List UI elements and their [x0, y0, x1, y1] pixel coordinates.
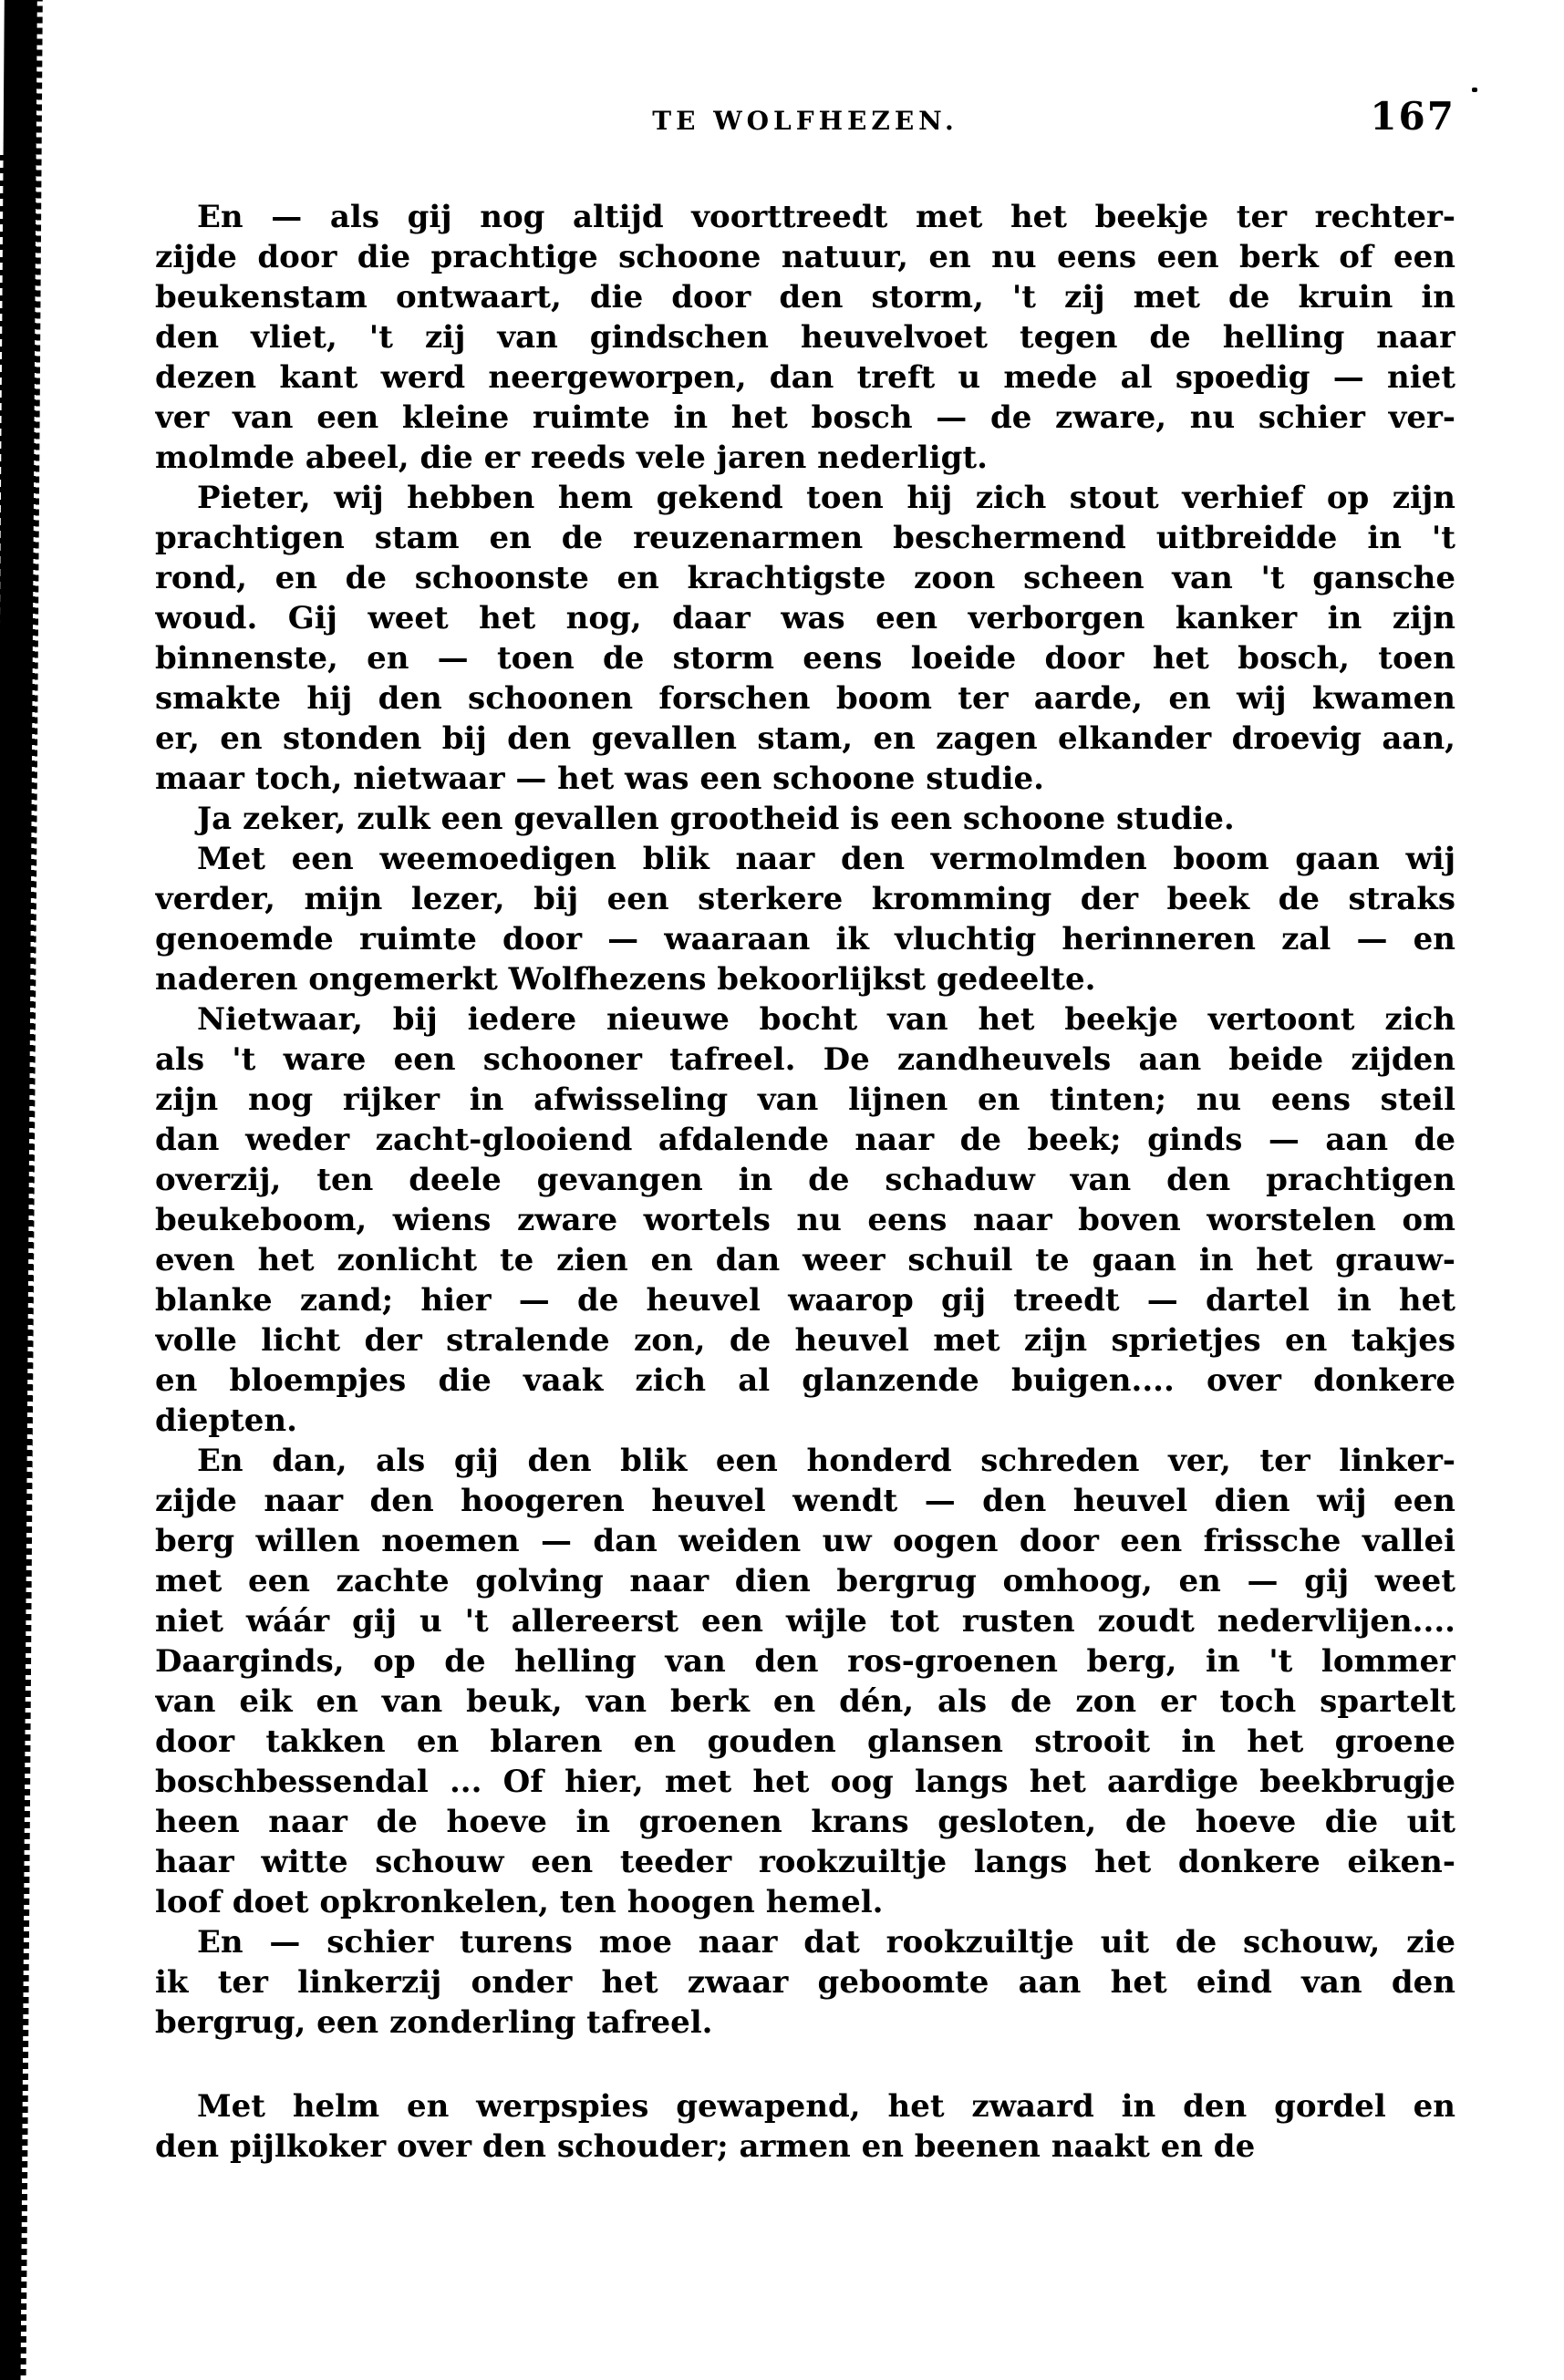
- text-line: even het zonlicht te zien en dan weer schuil te gaan in het grauw-: [155, 1242, 1455, 1278]
- paragraph: [155, 1441, 1455, 1922]
- text-line: prachtigen stam en de reuzenarmen beschermend uitbreidde in 't: [155, 520, 1455, 556]
- paragraph: [155, 197, 1455, 478]
- text-line: boschbessendal ... Of hier, met het oog langs het aardige beekbrugje: [155, 1764, 1455, 1800]
- text-line: dezen kant werd neergeworpen, dan treft u mede al spoedig — niet: [155, 359, 1455, 396]
- text-line: verder, mijn lezer, bij een sterkere kromming der beek de straks: [155, 881, 1455, 917]
- page-text-body: [155, 197, 1455, 2167]
- text-line: en bloempjes die vaak zich al glanzende buigen.... over donkere: [155, 1362, 1455, 1399]
- text-line: overzij, ten deele gevangen in de schaduw van den prachtigen: [155, 1162, 1455, 1198]
- text-line: Pieter, wij hebben hem gekend toen hij zich stout verhief op zijn: [197, 480, 1455, 516]
- text-line: volle licht der stralende zon, de heuvel met zijn sprietjes en takjes: [155, 1322, 1455, 1359]
- text-line: van eik en van beuk, van berk en dén, als de zon er toch spartelt: [155, 1683, 1455, 1720]
- text-line: beukeboom, wiens zware wortels nu eens naar boven worstelen om: [155, 1202, 1455, 1238]
- text-line: En — als gij nog altijd voorttreedt met het beekje ter rechter-: [197, 199, 1455, 235]
- text-line: En dan, als gij den blik een honderd schreden ver, ter linker-: [197, 1443, 1455, 1479]
- page-number: 167: [1370, 94, 1455, 139]
- text-line: genoemde ruimte door — waaraan ik vluchtig herinneren zal — en: [155, 921, 1455, 957]
- text-line: maar toch, nietwaar — het was een schoone studie.: [155, 761, 1044, 797]
- text-line: molmde abeel, die er reeds vele jaren nederligt.: [155, 440, 988, 476]
- running-title: TE WOLFHEZEN.: [652, 106, 958, 136]
- text-line: door takken en blaren en gouden glansen strooit in het groene: [155, 1723, 1455, 1760]
- text-line: den pijlkoker over den schouder; armen en beenen naakt en de: [155, 2128, 1256, 2165]
- text-line: En — schier turens moe naar dat rookzuiltje uit de schouw, zie: [197, 1924, 1455, 1961]
- text-line: blanke zand; hier — de heuvel waarop gij treedt — dartel in het: [155, 1282, 1455, 1319]
- text-line: haar witte schouw een teeder rookzuiltje langs het donkere eiken-: [155, 1844, 1455, 1880]
- text-line: Met helm en werpspies gewapend, het zwaard in den gordel en: [197, 2088, 1455, 2125]
- paragraph: [155, 478, 1455, 799]
- text-line: er, en stonden bij den gevallen stam, en zagen elkander droevig aan,: [155, 720, 1455, 757]
- text-line: heen naar de hoeve in groenen krans gesloten, de hoeve die uit: [155, 1804, 1455, 1840]
- text-line: Daarginds, op de helling van den ros-groenen berg, in 't lommer: [155, 1643, 1455, 1680]
- text-line: ik ter linkerzij onder het zwaar geboomte aan het eind van den: [155, 1964, 1455, 2001]
- text-line: woud. Gij weet het nog, daar was een verborgen kanker in zijn: [155, 600, 1455, 636]
- scan-binding-shadow: [0, 0, 37, 2380]
- text-line: binnenste, en — toen de storm eens loeide door het bosch, toen: [155, 640, 1455, 677]
- text-line: smakte hij den schoonen forschen boom ter aarde, en wij kwamen: [155, 680, 1455, 717]
- text-line: zijde naar den hoogeren heuvel wendt — den heuvel dien wij een: [155, 1483, 1455, 1519]
- text-line: zijde door die prachtige schoone natuur, en nu eens een berk of een: [155, 239, 1455, 275]
- text-line: diepten.: [155, 1402, 297, 1439]
- text-line: beukenstam ontwaart, die door den storm, 't zij met de kruin in: [155, 279, 1455, 316]
- text-line: Ja zeker, zulk een gevallen grootheid is een schoone studie.: [197, 801, 1235, 837]
- text-line: met een zachte golving naar dien bergrug omhoog, en — gij weet: [155, 1563, 1455, 1599]
- text-line: Nietwaar, bij iedere nieuwe bocht van het beekje vertoont zich: [197, 1001, 1455, 1038]
- text-line: niet wáár gij u 't allereerst een wijle tot rusten zoudt nedervlijen....: [155, 1603, 1455, 1640]
- text-line: naderen ongemerkt Wolfhezens bekoorlijkst gedeelte.: [155, 961, 1096, 998]
- text-line: rond, en de schoonste en krachtigste zoon scheen van 't gansche: [155, 560, 1455, 596]
- paragraph: [155, 839, 1455, 999]
- text-line: ver van een kleine ruimte in het bosch — de zware, nu schier ver-: [155, 399, 1455, 436]
- paragraph: [155, 1922, 1455, 2043]
- text-line: dan weder zacht-glooiend afdalende naar de beek; ginds — aan de: [155, 1122, 1455, 1158]
- text-line: zijn nog rijker in afwisseling van lijnen en tinten; nu eens steil: [155, 1081, 1455, 1118]
- text-line: loof doet opkronkelen, ten hoogen hemel.: [155, 1884, 884, 1920]
- paragraph: [155, 999, 1455, 1441]
- text-line: den vliet, 't zij van gindschen heuvelvoet tegen de helling naar: [155, 319, 1455, 356]
- text-line: berg willen noemen — dan weiden uw oogen door een frissche vallei: [155, 1523, 1455, 1559]
- paragraph: [155, 2086, 1455, 2167]
- scan-speck: [1472, 88, 1477, 92]
- paragraph: [155, 799, 1455, 839]
- text-line: Met een weemoedigen blik naar den vermolmden boom gaan wij: [197, 841, 1455, 877]
- text-line: als 't ware een schooner tafreel. De zandheuvels aan beide zijden: [155, 1041, 1455, 1078]
- text-line: bergrug, een zonderling tafreel.: [155, 2004, 713, 2041]
